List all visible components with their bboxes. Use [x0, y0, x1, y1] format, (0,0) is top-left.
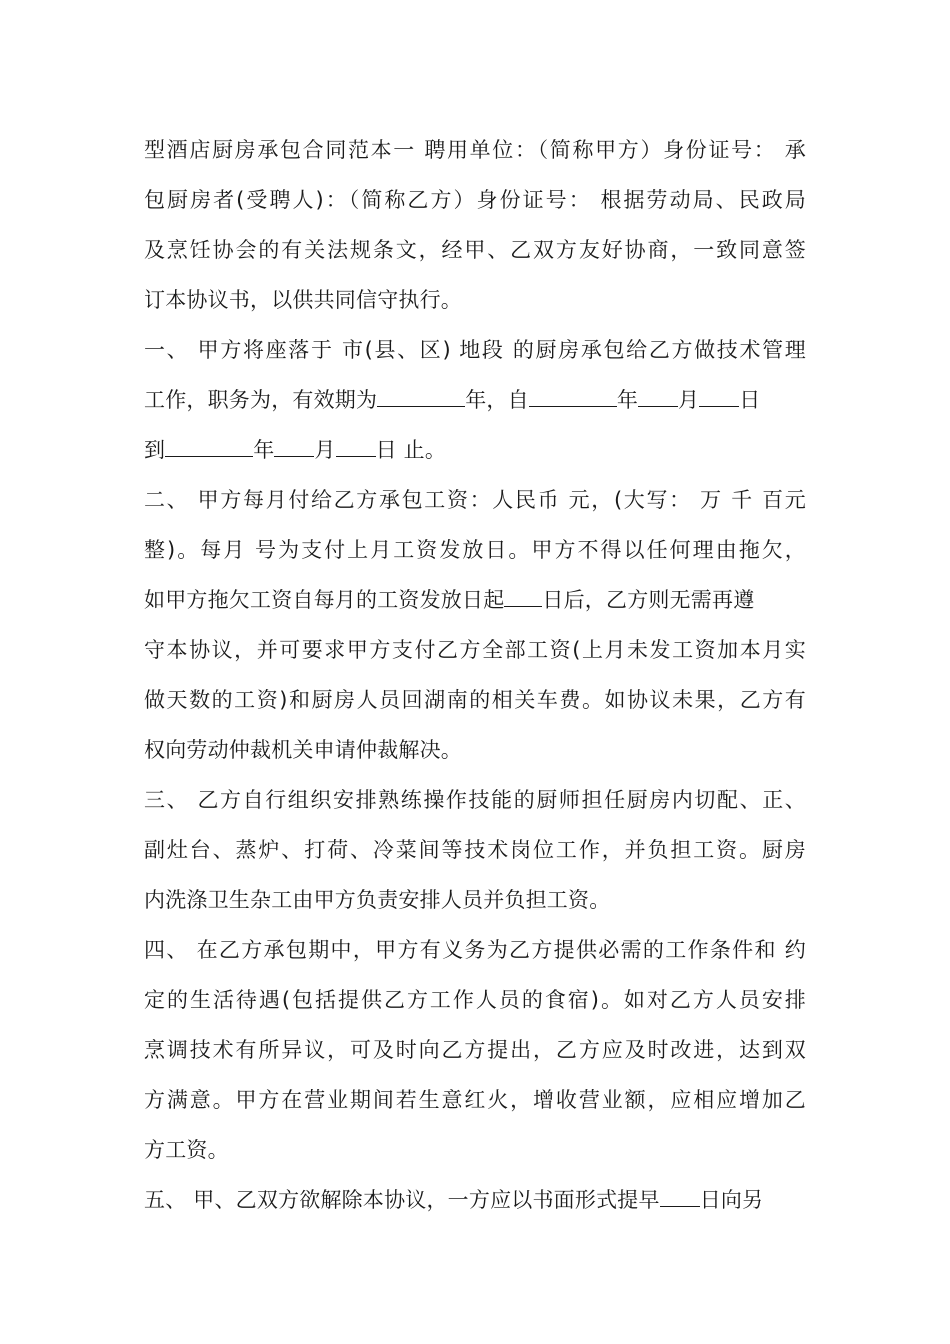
clause-3-line: 三、 乙方自行组织安排熟练操作技能的厨师担任厨房内切配、正、: [144, 788, 806, 812]
text-segment: 日向另: [699, 1188, 764, 1212]
text-line: 内洗涤卫生杂工由甲方负责安排人员并负担工资。: [144, 888, 611, 912]
fill-blank: [529, 382, 617, 407]
fill-blank: [699, 382, 739, 407]
text-segment: 日后，乙方则无需再遵: [542, 588, 755, 612]
text-line: 副灶台、蒸炉、打荷、冷菜间等技术岗位工作，并负担工资。厨房: [144, 838, 806, 862]
clause-1-end-line: [144, 432, 806, 468]
fill-blank: [336, 432, 376, 457]
clause-1-term-line: [144, 382, 806, 418]
fill-blank: [638, 382, 678, 407]
text-segment: 日 止。: [375, 438, 447, 462]
fill-blank: [504, 582, 542, 607]
text-line: 做天数的工资)和厨房人员回湖南的相关车费。如协议未果，乙方有: [144, 688, 806, 712]
clause-4-line: 四、 在乙方承包期中，甲方有义务为乙方提供必需的工作条件和 约: [144, 938, 806, 962]
text-line: [144, 582, 806, 618]
text-line: 定的生活待遇(包括提供乙方工作人员的食宿)。如对乙方人员安排: [144, 988, 806, 1012]
clause-5-line: [144, 1182, 806, 1218]
fill-blank: [165, 432, 253, 457]
text-segment: 如甲方拖欠工资自每月的工资发放日起: [144, 588, 505, 612]
text-line: 烹调技术有所异议，可及时向乙方提出，乙方应及时改进，达到双: [144, 1038, 806, 1062]
text-segment: 到: [144, 438, 166, 462]
fill-blank: [660, 1182, 700, 1207]
text-segment: 工作，职务为，有效期为: [144, 388, 378, 412]
text-line: 权向劳动仲裁机关申请仲裁解决。: [144, 738, 462, 762]
text-segment: 年: [253, 438, 275, 462]
text-segment: 月: [314, 438, 336, 462]
text-segment: 五、 甲、乙双方欲解除本协议，一方应以书面形式提早: [144, 1188, 660, 1212]
text-line: 包厨房者(受聘人)：（简称乙方）身份证号： 根据劳动局、民政局: [144, 188, 806, 212]
text-segment: 年: [616, 388, 639, 412]
fill-blank: [377, 382, 465, 407]
text-line: 整)。每月 号为支付上月工资发放日。甲方不得以任何理由拖欠，: [144, 538, 806, 562]
text-line: 方满意。甲方在营业期间若生意红火，增收营业额，应相应增加乙: [144, 1088, 806, 1112]
text-segment: 月: [678, 388, 700, 412]
text-segment: 日: [739, 388, 761, 412]
text-line: 型酒店厨房承包合同范本一 聘用单位：（简称甲方）身份证号： 承: [144, 138, 806, 162]
text-line: 方工资。: [144, 1138, 229, 1162]
text-line: 守本协议，并可要求甲方支付乙方全部工资(上月未发工资加本月实: [144, 638, 806, 662]
clause-1-line: 一、 甲方将座落于 市(县、区) 地段 的厨房承包给乙方做技术管理: [144, 338, 806, 362]
text-segment: 年，自: [465, 388, 529, 412]
clause-2-line: 二、 甲方每月付给乙方承包工资：人民币 元，(大写： 万 千 百元: [144, 488, 806, 512]
fill-blank: [274, 432, 314, 457]
text-line: 订本协议书，以供共同信守执行。: [144, 288, 462, 312]
text-line: 及烹饪协会的有关法规条文，经甲、乙双方友好协商，一致同意签: [144, 238, 806, 262]
